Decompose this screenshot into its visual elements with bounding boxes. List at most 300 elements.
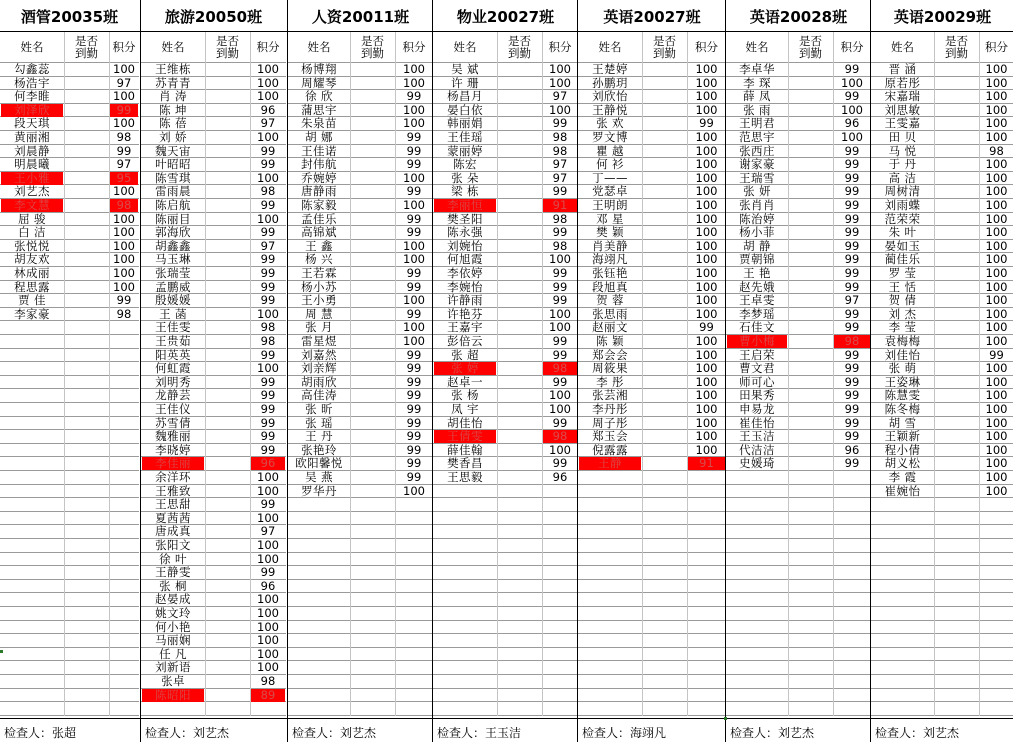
student-points: 96 xyxy=(260,103,276,117)
grid-line xyxy=(288,511,433,512)
student-name: 余洋环 xyxy=(155,471,191,484)
student-name: 王静 xyxy=(579,457,641,470)
student-name: 王若霖 xyxy=(301,267,337,280)
student-name: 胡佳怡 xyxy=(447,416,483,430)
student-name: 张 欢 xyxy=(596,117,624,131)
student-points: 99 xyxy=(406,348,422,362)
student-points: 99 xyxy=(260,144,276,158)
student-name: 范思宇 xyxy=(739,131,775,144)
student-name: 王维栋 xyxy=(155,63,191,76)
student-name: 胡友欢 xyxy=(14,253,50,267)
student-points: 98 xyxy=(552,212,568,226)
grid-line xyxy=(578,511,726,512)
student-name: 林成丽 xyxy=(14,267,50,280)
student-name: 唐静雨 xyxy=(301,185,337,199)
student-name: 陈 颖 xyxy=(596,335,624,348)
student-name: 王楚婷 xyxy=(592,63,628,76)
grid-line xyxy=(288,524,433,525)
grid-line xyxy=(433,524,578,525)
student-points: 98 xyxy=(834,335,870,348)
student-points: 100 xyxy=(113,253,135,267)
student-name: 许静雨 xyxy=(447,294,483,308)
student-points: 100 xyxy=(403,239,425,253)
class-title: 人资20011班 xyxy=(311,8,410,26)
student-points: 99 xyxy=(552,294,568,308)
header-attendance: 是否 到勤 xyxy=(205,32,251,62)
student-points: 99 xyxy=(844,212,860,226)
student-points: 99 xyxy=(406,144,422,158)
student-name: 刘 娇 xyxy=(159,131,187,144)
student-name: 陈家毅 xyxy=(301,199,337,212)
student-points: 100 xyxy=(257,171,279,185)
header-name: 姓名 xyxy=(726,32,789,62)
student-points: 100 xyxy=(695,443,718,457)
student-points: 100 xyxy=(403,253,425,267)
class-title: 酒管20035班 xyxy=(20,8,119,26)
student-points: 98 xyxy=(989,144,1004,158)
student-points: 100 xyxy=(695,430,718,444)
grid-line xyxy=(433,579,578,580)
class-title: 旅游20050班 xyxy=(164,8,263,26)
student-name: 李 霞 xyxy=(888,471,917,484)
student-points: 100 xyxy=(985,294,1008,308)
student-points: 100 xyxy=(403,199,425,212)
student-name: 王雯嘉 xyxy=(884,117,921,131)
student-points: 99 xyxy=(260,403,276,416)
student-name: 杨博翔 xyxy=(301,63,337,76)
grid-line xyxy=(578,701,726,702)
grid-line xyxy=(578,660,726,661)
student-points: 99 xyxy=(260,348,276,362)
student-points: 100 xyxy=(113,63,135,76)
grid-line xyxy=(433,552,578,553)
student-name: 杨小菲 xyxy=(739,226,775,240)
header-attendance: 是否 到勤 xyxy=(64,32,110,62)
grid-line xyxy=(433,633,578,634)
student-points: 100 xyxy=(257,593,279,607)
student-points: 99 xyxy=(844,403,860,416)
class-block xyxy=(870,0,1013,742)
cell-marker xyxy=(724,717,727,720)
student-name: 晏如玉 xyxy=(884,239,921,253)
student-points: 99 xyxy=(406,403,422,416)
grid-line xyxy=(288,592,433,593)
student-name: 陈宏 xyxy=(453,158,477,172)
grid-line xyxy=(871,674,1013,675)
student-name: 樊圣阳 xyxy=(447,212,483,226)
student-points: 100 xyxy=(985,335,1008,348)
student-name: 陈慧雯 xyxy=(884,389,921,403)
column-divider xyxy=(497,32,498,716)
student-points: 100 xyxy=(985,280,1008,294)
student-points: 99 xyxy=(406,131,422,144)
student-points: 99 xyxy=(552,457,568,471)
grid-line xyxy=(433,674,578,675)
column-divider xyxy=(350,32,351,716)
student-name: 王佳仪 xyxy=(155,403,191,416)
grid-line xyxy=(726,606,871,607)
student-points: 99 xyxy=(699,117,714,131)
student-points: 100 xyxy=(985,253,1008,267)
header-points: 积分 xyxy=(112,40,136,54)
student-points: 99 xyxy=(844,90,860,104)
grid-line xyxy=(871,660,1013,661)
class-title: 物业20027班 xyxy=(456,8,555,26)
header-attendance: 是否 到勤 xyxy=(350,32,396,62)
student-name: 罗文博 xyxy=(592,131,628,144)
student-name: 王静雯 xyxy=(155,566,191,580)
student-name: 白 洁 xyxy=(18,226,46,240)
student-name: 赵先娥 xyxy=(739,280,775,294)
student-points: 100 xyxy=(403,335,425,348)
student-points: 99 xyxy=(552,267,568,280)
student-name: 陈冬梅 xyxy=(884,403,921,416)
student-name: 何李睢 xyxy=(14,90,50,104)
grid-line xyxy=(726,688,871,689)
grid-line xyxy=(288,606,433,607)
grid-line xyxy=(871,552,1013,553)
student-name: 李丹彤 xyxy=(592,403,628,416)
student-points: 99 xyxy=(844,171,860,185)
student-points: 100 xyxy=(985,403,1008,416)
student-name: 刘亲辉 xyxy=(301,362,337,376)
student-points: 98 xyxy=(260,321,276,335)
student-name: 张 雨 xyxy=(743,103,771,117)
grid-line xyxy=(433,511,578,512)
grid-line xyxy=(578,524,726,525)
student-name: 瞿 越 xyxy=(596,144,624,158)
student-points: 99 xyxy=(406,375,422,389)
grid-line xyxy=(578,592,726,593)
grid-line xyxy=(871,647,1013,648)
student-name: 张钰艳 xyxy=(592,267,628,280)
student-points: 98 xyxy=(552,131,568,144)
student-name: 黄丽湘 xyxy=(14,131,50,144)
student-name: 晋 涵 xyxy=(888,63,917,76)
grid-line xyxy=(578,497,726,498)
student-name: 魏天宙 xyxy=(155,144,191,158)
student-points: 98 xyxy=(260,675,276,688)
student-name: 罗华丹 xyxy=(301,484,337,498)
student-points: 99 xyxy=(406,443,422,457)
checker-label: 检查人：刘艺杰 xyxy=(292,726,377,740)
student-name: 任 凡 xyxy=(159,647,187,661)
grid-line xyxy=(288,647,433,648)
student-points: 100 xyxy=(257,620,279,634)
grid-line xyxy=(726,552,871,553)
student-name: 高 洁 xyxy=(888,171,917,185)
checker-label: 检查人：刘艺杰 xyxy=(145,726,230,740)
grid-line xyxy=(726,511,871,512)
student-name: 徐 叶 xyxy=(159,552,187,566)
grid-line xyxy=(0,497,139,498)
section-rule xyxy=(0,31,1013,32)
column-divider xyxy=(788,32,789,716)
student-name: 倪露露 xyxy=(592,443,628,457)
student-name: 高佳涛 xyxy=(301,389,337,403)
student-name: 李 彤 xyxy=(596,375,624,389)
student-points: 100 xyxy=(985,457,1008,471)
student-name: 刘 杰 xyxy=(888,307,917,321)
student-points: 99 xyxy=(844,389,860,403)
grid-line xyxy=(578,633,726,634)
student-points: 100 xyxy=(403,321,425,335)
student-name: 王 菡 xyxy=(159,307,187,321)
student-points: 99 xyxy=(844,362,860,376)
grid-line xyxy=(871,565,1013,566)
grid-line xyxy=(0,606,139,607)
grid-line xyxy=(578,606,726,607)
grid-line xyxy=(0,334,139,335)
student-name: 屈 骏 xyxy=(18,212,46,226)
student-name: 薛 凤 xyxy=(743,90,771,104)
student-name: 孟佳乐 xyxy=(301,212,337,226)
header-attendance: 是否 到勤 xyxy=(642,32,688,62)
student-name: 赵丽文 xyxy=(592,321,628,335)
student-name: 龙静芸 xyxy=(155,389,191,403)
student-name: 李依婷 xyxy=(447,267,483,280)
student-points: 100 xyxy=(695,185,718,199)
student-points: 100 xyxy=(257,647,279,661)
grid-line xyxy=(871,524,1013,525)
student-name: 张 桐 xyxy=(159,579,187,593)
grid-line xyxy=(726,579,871,580)
student-points: 99 xyxy=(260,199,276,212)
student-points: 95 xyxy=(110,172,138,185)
student-points: 100 xyxy=(985,267,1008,280)
student-name: 刘佳怡 xyxy=(884,348,921,362)
grid-line xyxy=(871,701,1013,702)
student-name: 崔婉怡 xyxy=(884,484,921,498)
student-name: 张芸湘 xyxy=(592,389,628,403)
student-points: 100 xyxy=(985,471,1008,484)
student-points: 100 xyxy=(695,158,718,172)
student-name: 张 杨 xyxy=(451,389,479,403)
student-name: 刘明秀 xyxy=(155,375,191,389)
student-name: 雷星煜 xyxy=(301,335,337,348)
grid-line xyxy=(726,538,871,539)
header-name: 姓名 xyxy=(141,32,206,62)
grid-line xyxy=(0,633,139,634)
student-name: 王思甜 xyxy=(155,498,191,512)
student-name: 朱泉苗 xyxy=(301,117,337,131)
grid-line xyxy=(0,402,139,403)
header-points: 积分 xyxy=(256,40,280,54)
grid-line xyxy=(726,674,871,675)
student-name: 刘雨蝶 xyxy=(884,199,921,212)
student-points: 100 xyxy=(257,63,279,76)
student-points: 99 xyxy=(844,307,860,321)
student-name: 张 瑶 xyxy=(305,416,333,430)
student-name: 王静悦 xyxy=(592,103,628,117)
student-points: 99 xyxy=(844,226,860,240)
header-points: 积分 xyxy=(985,40,1008,54)
student-points: 100 xyxy=(985,117,1008,131)
grid-line xyxy=(726,647,871,648)
student-name: 王颖新 xyxy=(884,430,921,444)
grid-line xyxy=(0,715,139,716)
student-points: 100 xyxy=(695,416,718,430)
grid-line xyxy=(0,579,139,580)
student-points: 100 xyxy=(549,443,571,457)
grid-line xyxy=(433,701,578,702)
grid-line xyxy=(871,579,1013,580)
student-points: 100 xyxy=(695,280,718,294)
student-name: 明晨曦 xyxy=(14,158,50,172)
grid-line xyxy=(0,388,139,389)
student-name: 蒙丽婷 xyxy=(447,144,483,158)
student-name: 阳英英 xyxy=(155,348,191,362)
student-points: 97 xyxy=(552,90,568,104)
grid-line xyxy=(0,674,139,675)
student-points: 99 xyxy=(110,104,138,117)
student-points: 100 xyxy=(549,307,571,321)
student-points: 100 xyxy=(403,294,425,308)
student-name: 何旭霞 xyxy=(447,253,483,267)
grid-line xyxy=(578,565,726,566)
student-name: 石佳文 xyxy=(739,321,775,335)
student-points: 100 xyxy=(695,103,718,117)
student-name: 王贵茹 xyxy=(155,335,191,348)
student-points: 89 xyxy=(251,689,285,702)
student-name: 赵晏成 xyxy=(155,593,191,607)
grid-line xyxy=(141,715,286,716)
student-name: 胡雨欣 xyxy=(301,375,337,389)
student-name: 李文慧 xyxy=(1,199,63,212)
student-name: 王雅致 xyxy=(155,484,191,498)
student-name: 刘晨静 xyxy=(14,144,50,158)
student-name: 肖美静 xyxy=(592,239,628,253)
student-name: 雷雨晨 xyxy=(155,185,191,199)
header-attendance: 是否 到勤 xyxy=(934,32,980,62)
student-points: 99 xyxy=(260,253,276,267)
student-points: 98 xyxy=(552,239,568,253)
student-points: 99 xyxy=(844,267,860,280)
student-points: 96 xyxy=(552,471,568,484)
grid-line xyxy=(0,443,139,444)
grid-line xyxy=(0,660,139,661)
student-points: 99 xyxy=(116,294,132,308)
student-name: 薛佳翰 xyxy=(447,443,483,457)
student-name: 孙鹏玥 xyxy=(592,76,628,90)
checker-label: 检查人：刘艺杰 xyxy=(875,726,960,740)
student-points: 99 xyxy=(844,253,860,267)
student-points: 99 xyxy=(406,280,422,294)
grid-line xyxy=(433,660,578,661)
student-name: 田 贝 xyxy=(888,131,917,144)
student-name: 王卓雯 xyxy=(739,294,775,308)
checker-label: 检查人：张超 xyxy=(4,726,77,740)
student-name: 勾鑫蕊 xyxy=(14,63,50,76)
grid-line xyxy=(578,688,726,689)
student-name: 王明朗 xyxy=(592,199,628,212)
student-points: 100 xyxy=(113,280,135,294)
grid-line xyxy=(0,538,139,539)
student-points: 99 xyxy=(260,226,276,240)
student-points: 100 xyxy=(257,511,279,525)
class-block xyxy=(577,0,726,742)
grid-line xyxy=(726,715,871,716)
student-name: 马丽娴 xyxy=(155,634,191,648)
header-attendance: 是否 到勤 xyxy=(788,32,834,62)
student-name: 乔婉婷 xyxy=(301,171,337,185)
student-name: 丁—— xyxy=(592,171,628,185)
student-name: 王佳瑶 xyxy=(447,131,483,144)
student-points: 100 xyxy=(549,321,571,335)
student-points: 100 xyxy=(695,90,718,104)
header-name: 姓名 xyxy=(578,32,643,62)
class-block xyxy=(432,0,578,742)
grid-line xyxy=(0,375,139,376)
student-points: 99 xyxy=(260,430,276,444)
student-points: 100 xyxy=(257,307,279,321)
student-name: 王瑞雪 xyxy=(739,171,775,185)
student-name: 何虹霞 xyxy=(155,362,191,376)
student-points: 99 xyxy=(406,226,422,240)
grid-line xyxy=(288,620,433,621)
grid-line xyxy=(871,538,1013,539)
student-name: 于 丹 xyxy=(888,158,917,172)
student-points: 100 xyxy=(985,416,1008,430)
student-name: 张 月 xyxy=(305,321,333,335)
student-points: 99 xyxy=(844,416,860,430)
student-name: 王明君 xyxy=(739,117,775,131)
column-divider xyxy=(642,32,643,716)
column-divider xyxy=(64,32,65,716)
student-name: 凤 宇 xyxy=(451,403,479,416)
student-name: 何 衫 xyxy=(596,158,624,172)
student-points: 98 xyxy=(543,362,577,375)
grid-line xyxy=(578,674,726,675)
student-name: 陈雪琪 xyxy=(155,171,191,185)
student-name: 赵卓一 xyxy=(447,375,483,389)
grid-line xyxy=(578,647,726,648)
student-points: 100 xyxy=(257,607,279,620)
class-block xyxy=(287,0,433,742)
grid-line xyxy=(0,348,139,349)
class-block xyxy=(140,0,286,742)
student-points: 100 xyxy=(403,171,425,185)
student-points: 100 xyxy=(695,239,718,253)
grid-line xyxy=(288,674,433,675)
student-points: 100 xyxy=(257,76,279,90)
grid-line xyxy=(871,606,1013,607)
student-points: 100 xyxy=(985,484,1008,498)
student-name: 欧阳馨悦 xyxy=(295,457,343,471)
student-points: 100 xyxy=(695,171,718,185)
student-points: 99 xyxy=(844,430,860,444)
student-points: 99 xyxy=(552,185,568,199)
grid-line xyxy=(288,633,433,634)
grid-line xyxy=(578,620,726,621)
student-points: 99 xyxy=(260,294,276,308)
student-points: 100 xyxy=(549,389,571,403)
student-points: 100 xyxy=(985,63,1008,76)
student-name: 彭倍云 xyxy=(447,335,483,348)
student-points: 100 xyxy=(985,103,1008,117)
student-name: 陈启航 xyxy=(155,199,191,212)
student-points: 99 xyxy=(406,362,422,376)
grid-line xyxy=(433,592,578,593)
student-name: 姚文玲 xyxy=(155,607,191,620)
student-name: 苏青青 xyxy=(155,76,191,90)
student-points: 99 xyxy=(844,348,860,362)
student-name: 李 琛 xyxy=(743,76,771,90)
student-points: 100 xyxy=(113,226,135,240)
student-points: 98 xyxy=(260,335,276,348)
student-name: 王启荣 xyxy=(739,348,775,362)
student-name: 曹小梅 xyxy=(727,335,787,348)
